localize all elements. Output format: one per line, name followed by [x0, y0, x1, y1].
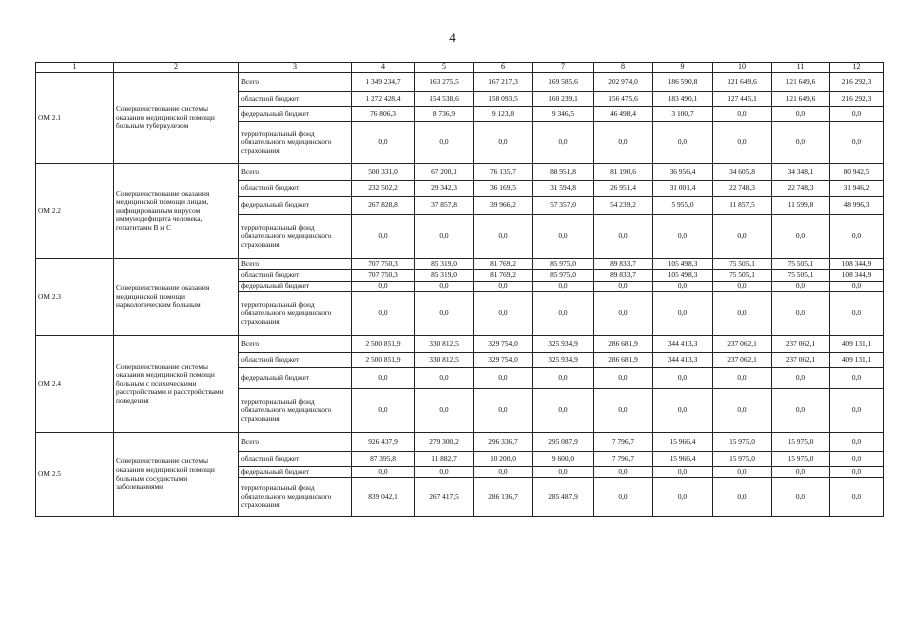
funding-source: территориальный фонд обязательного медицинского страхования — [239, 478, 352, 517]
amount-cell: 0,0 — [653, 122, 713, 164]
amount-cell: 0,0 — [653, 478, 713, 517]
amount-cell: 7 796,7 — [594, 433, 653, 452]
amount-cell: 80 942,5 — [830, 164, 884, 181]
amount-cell: 8 736,9 — [415, 107, 474, 122]
amount-cell: 156 475,6 — [594, 92, 653, 107]
amount-cell: 0,0 — [415, 389, 474, 433]
amount-cell: 0,0 — [474, 292, 533, 336]
amount-cell: 0,0 — [772, 467, 830, 478]
amount-cell: 500 331,0 — [352, 164, 415, 181]
amount-cell: 0,0 — [772, 368, 830, 389]
amount-cell: 121 649,6 — [713, 73, 772, 92]
amount-cell: 183 490,1 — [653, 92, 713, 107]
amount-cell: 154 538,6 — [415, 92, 474, 107]
funding-source: Всего — [239, 433, 352, 452]
amount-cell: 0,0 — [830, 467, 884, 478]
amount-cell: 76 135,7 — [474, 164, 533, 181]
amount-cell: 75 505,1 — [772, 259, 830, 270]
amount-cell: 81 190,6 — [594, 164, 653, 181]
amount-cell: 0,0 — [352, 122, 415, 164]
amount-cell: 15 975,0 — [772, 433, 830, 452]
funding-source: Всего — [239, 73, 352, 92]
amount-cell: 31 594,8 — [533, 181, 594, 197]
measure-code: ОМ 2.5 — [36, 433, 114, 517]
header-row — [36, 63, 884, 73]
amount-cell: 0,0 — [352, 368, 415, 389]
amount-cell: 409 131,1 — [830, 336, 884, 353]
amount-cell: 48 996,3 — [830, 197, 884, 215]
amount-cell: 0,0 — [594, 122, 653, 164]
measure-code: ОМ 2.1 — [36, 73, 114, 164]
amount-cell: 88 951,8 — [533, 164, 594, 181]
funding-source: Всего — [239, 259, 352, 270]
amount-cell: 0,0 — [653, 389, 713, 433]
amount-cell: 0,0 — [533, 389, 594, 433]
amount-cell: 0,0 — [415, 122, 474, 164]
amount-cell: 121 649,6 — [772, 92, 830, 107]
amount-cell: 237 062,1 — [713, 353, 772, 368]
header-cell: 1 — [36, 63, 114, 73]
amount-cell: 9 123,8 — [474, 107, 533, 122]
amount-cell: 344 413,3 — [653, 353, 713, 368]
amount-cell: 344 413,3 — [653, 336, 713, 353]
amount-cell: 167 217,3 — [474, 73, 533, 92]
amount-cell: 81 769,2 — [474, 270, 533, 282]
amount-cell: 0,0 — [653, 215, 713, 259]
funding-source: территориальный фонд обязательного медицинского страхования — [239, 122, 352, 164]
amount-cell: 0,0 — [533, 122, 594, 164]
amount-cell: 39 966,2 — [474, 197, 533, 215]
measure-code: ОМ 2.2 — [36, 164, 114, 259]
amount-cell: 11 857,5 — [713, 197, 772, 215]
amount-cell: 0,0 — [533, 215, 594, 259]
amount-cell: 163 275,5 — [415, 73, 474, 92]
amount-cell: 0,0 — [713, 215, 772, 259]
amount-cell: 286 136,7 — [474, 478, 533, 517]
amount-cell: 0,0 — [772, 107, 830, 122]
amount-cell: 0,0 — [415, 368, 474, 389]
funding-source: областной бюджет — [239, 452, 352, 467]
amount-cell: 22 748,3 — [713, 181, 772, 197]
amount-cell: 0,0 — [713, 107, 772, 122]
table-row — [36, 433, 884, 452]
amount-cell: 0,0 — [653, 467, 713, 478]
amount-cell: 89 833,7 — [594, 270, 653, 282]
amount-cell: 0,0 — [713, 389, 772, 433]
funding-source: федеральный бюджет — [239, 107, 352, 122]
amount-cell: 67 200,1 — [415, 164, 474, 181]
amount-cell: 279 300,2 — [415, 433, 474, 452]
amount-cell: 286 681,9 — [594, 336, 653, 353]
measure-name: Совершенствование системы оказания медицинской помощи больным туберкулезом — [114, 73, 239, 164]
amount-cell: 267 417,5 — [415, 478, 474, 517]
amount-cell: 0,0 — [594, 389, 653, 433]
amount-cell: 9 600,0 — [533, 452, 594, 467]
amount-cell: 10 200,0 — [474, 452, 533, 467]
amount-cell: 85 319,0 — [415, 259, 474, 270]
amount-cell: 285 487,9 — [533, 478, 594, 517]
amount-cell: 0,0 — [830, 282, 884, 292]
header-cell: 3 — [239, 63, 352, 73]
amount-cell: 0,0 — [653, 368, 713, 389]
amount-cell: 0,0 — [415, 467, 474, 478]
amount-cell: 0,0 — [352, 292, 415, 336]
funding-source: территориальный фонд обязательного медицинского страхования — [239, 292, 352, 336]
amount-cell: 108 344,9 — [830, 259, 884, 270]
amount-cell: 0,0 — [352, 467, 415, 478]
amount-cell: 0,0 — [772, 292, 830, 336]
amount-cell: 0,0 — [474, 389, 533, 433]
amount-cell: 186 590,8 — [653, 73, 713, 92]
amount-cell: 76 806,3 — [352, 107, 415, 122]
amount-cell: 329 754,0 — [474, 336, 533, 353]
amount-cell: 409 131,1 — [830, 353, 884, 368]
amount-cell: 839 042,1 — [352, 478, 415, 517]
amount-cell: 0,0 — [594, 467, 653, 478]
amount-cell: 0,0 — [594, 368, 653, 389]
amount-cell: 158 093,5 — [474, 92, 533, 107]
amount-cell: 0,0 — [533, 292, 594, 336]
amount-cell: 105 498,3 — [653, 270, 713, 282]
amount-cell: 325 934,9 — [533, 336, 594, 353]
amount-cell: 0,0 — [415, 292, 474, 336]
amount-cell: 0,0 — [772, 122, 830, 164]
amount-cell: 29 342,3 — [415, 181, 474, 197]
amount-cell: 81 769,2 — [474, 259, 533, 270]
amount-cell: 26 951,4 — [594, 181, 653, 197]
amount-cell: 216 292,3 — [830, 73, 884, 92]
amount-cell: 46 498,4 — [594, 107, 653, 122]
amount-cell: 87 395,8 — [352, 452, 415, 467]
amount-cell: 85 975,0 — [533, 270, 594, 282]
amount-cell: 232 502,2 — [352, 181, 415, 197]
amount-cell: 296 336,7 — [474, 433, 533, 452]
header-cell: 12 — [830, 63, 884, 73]
amount-cell: 926 437,9 — [352, 433, 415, 452]
amount-cell: 237 062,1 — [772, 353, 830, 368]
amount-cell: 89 833,7 — [594, 259, 653, 270]
funding-source: территориальный фонд обязательного медицинского страхования — [239, 389, 352, 433]
table-row — [36, 73, 884, 92]
funding-source: федеральный бюджет — [239, 368, 352, 389]
amount-cell: 237 062,1 — [772, 336, 830, 353]
amount-cell: 202 974,0 — [594, 73, 653, 92]
funding-source: областной бюджет — [239, 92, 352, 107]
table-row — [36, 164, 884, 181]
amount-cell: 0,0 — [713, 467, 772, 478]
amount-cell: 0,0 — [830, 107, 884, 122]
amount-cell: 0,0 — [772, 282, 830, 292]
amount-cell: 329 754,0 — [474, 353, 533, 368]
amount-cell: 707 750,3 — [352, 270, 415, 282]
amount-cell: 0,0 — [352, 389, 415, 433]
amount-cell: 34 348,1 — [772, 164, 830, 181]
measure-name: Совершенствование системы оказания медицинской помощи больным с психическими расстройствами и расстройствами поведения — [114, 336, 239, 433]
amount-cell: 36 169,5 — [474, 181, 533, 197]
measure-code: ОМ 2.4 — [36, 336, 114, 433]
header-cell: 9 — [653, 63, 713, 73]
amount-cell: 37 857,8 — [415, 197, 474, 215]
amount-cell: 2 500 851,9 — [352, 353, 415, 368]
measure-name: Совершенствование оказания медицинской помощи лицам, инфицированным вирусом иммунодефицита человека, гепатитами В и С — [114, 164, 239, 259]
amount-cell: 0,0 — [594, 478, 653, 517]
funding-source: областной бюджет — [239, 270, 352, 282]
amount-cell: 105 498,3 — [653, 259, 713, 270]
amount-cell: 0,0 — [352, 282, 415, 292]
header-cell: 11 — [772, 63, 830, 73]
amount-cell: 1 272 428,4 — [352, 92, 415, 107]
amount-cell: 31 946,2 — [830, 181, 884, 197]
amount-cell: 0,0 — [415, 215, 474, 259]
amount-cell: 0,0 — [594, 282, 653, 292]
amount-cell: 0,0 — [474, 215, 533, 259]
amount-cell: 54 239,2 — [594, 197, 653, 215]
amount-cell: 36 956,4 — [653, 164, 713, 181]
amount-cell: 11 599,8 — [772, 197, 830, 215]
amount-cell: 0,0 — [415, 282, 474, 292]
amount-cell: 0,0 — [772, 478, 830, 517]
amount-cell: 0,0 — [830, 122, 884, 164]
header-cell: 2 — [114, 63, 239, 73]
header-cell: 8 — [594, 63, 653, 73]
amount-cell: 9 346,5 — [533, 107, 594, 122]
measure-name: Совершенствование оказания медицинской помощи наркологическим больным — [114, 259, 239, 336]
amount-cell: 0,0 — [713, 282, 772, 292]
amount-cell: 34 605,8 — [713, 164, 772, 181]
amount-cell: 0,0 — [830, 452, 884, 467]
table-row — [36, 336, 884, 353]
amount-cell: 121 649,6 — [772, 73, 830, 92]
funding-source: федеральный бюджет — [239, 197, 352, 215]
amount-cell: 7 796,7 — [594, 452, 653, 467]
funding-source: федеральный бюджет — [239, 282, 352, 292]
amount-cell: 160 239,1 — [533, 92, 594, 107]
header-cell: 10 — [713, 63, 772, 73]
amount-cell: 216 292,3 — [830, 92, 884, 107]
amount-cell: 0,0 — [713, 478, 772, 517]
amount-cell: 0,0 — [830, 478, 884, 517]
amount-cell: 15 975,0 — [713, 452, 772, 467]
amount-cell: 0,0 — [772, 389, 830, 433]
funding-source: федеральный бюджет — [239, 467, 352, 478]
amount-cell: 0,0 — [653, 292, 713, 336]
amount-cell: 31 001,4 — [653, 181, 713, 197]
amount-cell: 0,0 — [533, 282, 594, 292]
funding-source: областной бюджет — [239, 353, 352, 368]
amount-cell: 0,0 — [830, 368, 884, 389]
amount-cell: 0,0 — [352, 215, 415, 259]
amount-cell: 75 505,1 — [713, 259, 772, 270]
amount-cell: 0,0 — [713, 368, 772, 389]
amount-cell: 0,0 — [772, 215, 830, 259]
amount-cell: 15 966,4 — [653, 433, 713, 452]
budget-table — [35, 62, 884, 517]
amount-cell: 0,0 — [474, 368, 533, 389]
funding-source: Всего — [239, 336, 352, 353]
amount-cell: 127 445,1 — [713, 92, 772, 107]
amount-cell: 0,0 — [830, 215, 884, 259]
header-cell: 6 — [474, 63, 533, 73]
header-cell: 7 — [533, 63, 594, 73]
amount-cell: 0,0 — [653, 282, 713, 292]
page-number: 4 — [449, 30, 456, 45]
amount-cell: 295 087,9 — [533, 433, 594, 452]
funding-source: областной бюджет — [239, 181, 352, 197]
amount-cell: 0,0 — [594, 215, 653, 259]
header-cell: 5 — [415, 63, 474, 73]
amount-cell: 75 505,1 — [713, 270, 772, 282]
amount-cell: 0,0 — [594, 292, 653, 336]
amount-cell: 0,0 — [474, 122, 533, 164]
measure-code: ОМ 2.3 — [36, 259, 114, 336]
amount-cell: 15 975,0 — [772, 452, 830, 467]
amount-cell: 85 975,0 — [533, 259, 594, 270]
amount-cell: 325 934,9 — [533, 353, 594, 368]
amount-cell: 22 748,3 — [772, 181, 830, 197]
amount-cell: 57 357,0 — [533, 197, 594, 215]
amount-cell: 1 349 234,7 — [352, 73, 415, 92]
measure-name: Совершенствование системы оказания медицинской помощи больным сосудистыми заболеваниями — [114, 433, 239, 517]
amount-cell: 11 882,7 — [415, 452, 474, 467]
amount-cell: 169 585,6 — [533, 73, 594, 92]
amount-cell: 237 062,1 — [713, 336, 772, 353]
amount-cell: 330 812,5 — [415, 353, 474, 368]
table-row — [36, 259, 884, 270]
amount-cell: 75 505,1 — [772, 270, 830, 282]
amount-cell: 0,0 — [830, 292, 884, 336]
amount-cell: 108 344,9 — [830, 270, 884, 282]
amount-cell: 0,0 — [474, 282, 533, 292]
amount-cell: 286 681,9 — [594, 353, 653, 368]
amount-cell: 267 828,8 — [352, 197, 415, 215]
amount-cell: 707 750,3 — [352, 259, 415, 270]
amount-cell: 0,0 — [830, 389, 884, 433]
header-cell: 4 — [352, 63, 415, 73]
amount-cell: 330 812,5 — [415, 336, 474, 353]
amount-cell: 0,0 — [830, 433, 884, 452]
amount-cell: 5 955,0 — [653, 197, 713, 215]
amount-cell: 15 975,0 — [713, 433, 772, 452]
amount-cell: 0,0 — [713, 122, 772, 164]
amount-cell: 2 500 851,9 — [352, 336, 415, 353]
amount-cell: 85 319,0 — [415, 270, 474, 282]
amount-cell: 0,0 — [533, 467, 594, 478]
amount-cell: 3 100,7 — [653, 107, 713, 122]
amount-cell: 0,0 — [713, 292, 772, 336]
amount-cell: 0,0 — [474, 467, 533, 478]
funding-source: территориальный фонд обязательного медицинского страхования — [239, 215, 352, 259]
funding-source: Всего — [239, 164, 352, 181]
amount-cell: 0,0 — [533, 368, 594, 389]
amount-cell: 15 966,4 — [653, 452, 713, 467]
